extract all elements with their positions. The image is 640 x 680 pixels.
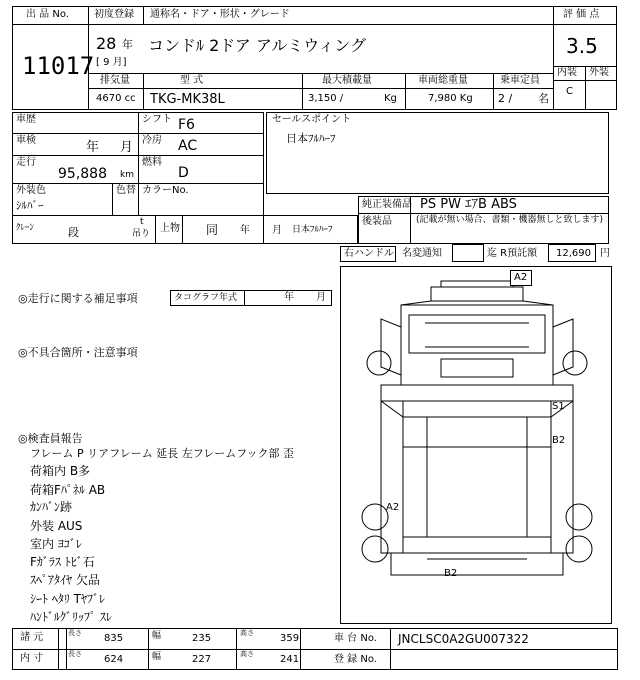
inner-width: 227 bbox=[192, 654, 212, 665]
lot-number: 11017 bbox=[22, 52, 95, 80]
note-line: ｶﾝﾊﾞﾝ跡 bbox=[30, 500, 73, 514]
note-line: 荷箱Fﾊﾟﾈﾙ AB bbox=[30, 483, 106, 497]
lot-label: 出 品 No. bbox=[26, 9, 69, 20]
inner-length: 624 bbox=[104, 654, 124, 665]
name-change-box bbox=[452, 244, 484, 262]
length-label: 長さ bbox=[68, 650, 82, 658]
interior-label: 内装 bbox=[557, 67, 577, 78]
spec-height: 359 bbox=[280, 633, 300, 644]
steering-value: 右ハンドル bbox=[344, 248, 394, 259]
first-reg-label: 初度登録 bbox=[94, 9, 134, 20]
shift-label: シフト bbox=[142, 114, 172, 125]
recycle-label: 迄 R預託額 bbox=[487, 248, 538, 259]
note-line: Fｶﾞﾗｽ ﾄﾋﾞ石 bbox=[30, 555, 95, 569]
body-year: 年 bbox=[240, 225, 250, 236]
spec-label: 諸 元 bbox=[20, 632, 44, 643]
reg-year: 28 bbox=[96, 34, 117, 53]
note-line: ｼｰﾄ ﾍﾀﾘ Tﾔﾌﾞﾚ bbox=[30, 592, 105, 606]
note-line: フレーム P リアフレーム 延長 左フレームフック部 歪 bbox=[30, 447, 295, 460]
damage-mark: B2 bbox=[552, 435, 566, 446]
running-notes-label: ◎走行に関する補足事項 bbox=[18, 292, 138, 305]
tacho-month: 月 bbox=[316, 292, 326, 303]
max-load-label: 最大積載量 bbox=[322, 75, 372, 86]
crane-tsuri: 吊り bbox=[132, 229, 151, 239]
spec-length: 835 bbox=[104, 633, 124, 644]
note-line: ｽﾍﾟｱﾀｲﾔ 欠品 bbox=[30, 573, 100, 587]
reg-month: [ 9 月] bbox=[96, 57, 127, 68]
recycle-unit: 円 bbox=[600, 248, 610, 259]
damage-diagram bbox=[340, 266, 612, 624]
aftermarket-note: (記載が無い場合、書類・機器無しと致します) bbox=[416, 215, 604, 225]
width-label: 幅 bbox=[152, 631, 162, 641]
note-line: 室内 ﾖｺﾞﾚ bbox=[30, 537, 82, 551]
grade-label: 評 価 点 bbox=[563, 9, 600, 20]
tacho-label: タコグラフ年式 bbox=[174, 293, 238, 303]
damage-mark: A2 bbox=[514, 272, 528, 283]
crane-t: t bbox=[140, 217, 144, 227]
fuel-label: 燃料 bbox=[142, 157, 162, 168]
ac-value: AC bbox=[178, 138, 198, 154]
height-label: 高さ bbox=[240, 629, 254, 637]
damage-mark: S1 bbox=[552, 401, 565, 412]
ac-label: 冷房 bbox=[142, 135, 162, 146]
note-line: 荷箱内 B多 bbox=[30, 464, 91, 478]
damage-mark: B2 bbox=[444, 568, 458, 579]
history-label: 車歴 bbox=[16, 114, 36, 125]
chassis-number: JNCLSC0A2GU007322 bbox=[398, 632, 529, 646]
inspection-month: 月 bbox=[120, 140, 134, 155]
body-maker: 日本ﾌﾙﾊｰﾌ bbox=[292, 225, 333, 235]
height-label: 高さ bbox=[240, 650, 254, 658]
shift-value: F6 bbox=[178, 117, 195, 133]
color-code-label: カラーNo. bbox=[142, 185, 189, 196]
mileage-label: 走行 bbox=[16, 157, 36, 168]
model-label: 型 式 bbox=[180, 75, 204, 86]
body-label: 上物 bbox=[160, 223, 180, 234]
name-change-label: 名変通知 bbox=[402, 248, 442, 259]
capacity-unit: 名 bbox=[538, 92, 549, 105]
truck-outline bbox=[341, 267, 611, 623]
color-change-label: 色替 bbox=[116, 185, 136, 196]
capacity-value: 2 / bbox=[498, 92, 513, 105]
name-label: 通称名・ドア・形状・グレード bbox=[150, 9, 290, 20]
recycle-fee: 12,690 bbox=[556, 248, 591, 259]
aftermarket-label: 後装品 bbox=[362, 216, 392, 227]
width-label: 幅 bbox=[152, 652, 162, 662]
length-label: 長さ bbox=[68, 629, 82, 637]
reg-year-unit: 年 bbox=[122, 38, 133, 51]
sales-point-label: セールスポイント bbox=[272, 114, 352, 125]
max-load-unit: Kg bbox=[384, 93, 397, 104]
damage-mark: A2 bbox=[386, 502, 400, 513]
interior-grade: C bbox=[566, 86, 573, 97]
fuel-value: D bbox=[178, 165, 189, 181]
grade-value: 3.5 bbox=[566, 34, 598, 58]
inner-height: 241 bbox=[280, 654, 300, 665]
registration-label: 登 録 No. bbox=[334, 654, 377, 665]
spec-width: 235 bbox=[192, 633, 212, 644]
inner-label: 内 寸 bbox=[20, 653, 44, 664]
capacity-label: 乗車定員 bbox=[500, 75, 540, 86]
crane-dan: 段 bbox=[68, 226, 79, 239]
max-load-value: 3,150 / bbox=[308, 93, 344, 104]
inspector-label: ◎検査員報告 bbox=[18, 432, 83, 445]
total-weight-label: 車両総重量 bbox=[418, 75, 468, 86]
displacement-value: 4670 cc bbox=[96, 93, 136, 104]
displacement-label: 排気量 bbox=[100, 75, 130, 86]
equipment-value: PS PW ｴｱB ABS bbox=[420, 197, 517, 212]
note-line: ﾊﾝﾄﾞﾙｸﾞﾘｯﾌﾟ ｽﾚ bbox=[30, 610, 112, 624]
car-name: コンドﾙ 2ドア アルミウィング bbox=[148, 36, 366, 55]
equipment-label: 純正装備品 bbox=[362, 199, 412, 210]
tacho-year: 年 bbox=[284, 292, 294, 303]
body-same: 同 bbox=[206, 223, 219, 237]
color-value: ｼﾙﾊﾞｰ bbox=[16, 199, 44, 212]
note-line: 外装 AUS bbox=[30, 519, 83, 533]
mileage-unit: km bbox=[120, 170, 134, 180]
mileage-value: 95,888 bbox=[58, 166, 107, 182]
total-weight-value: 7,980 Kg bbox=[428, 93, 473, 104]
sales-point-value: 日本ﾌﾙﾊｰﾌ bbox=[286, 132, 336, 145]
color-label: 外装色 bbox=[16, 185, 46, 196]
exterior-label: 外装 bbox=[589, 67, 609, 78]
model-value: TKG-MK38L bbox=[150, 92, 225, 107]
body-month: 月 bbox=[272, 225, 282, 236]
inspection-year: 年 bbox=[86, 140, 100, 155]
chassis-label: 車 台 No. bbox=[334, 633, 377, 644]
defects-label: ◎不具合箇所・注意事項 bbox=[18, 346, 138, 359]
crane-label: ｸﾚｰﾝ bbox=[16, 223, 35, 233]
inspection-label: 車検 bbox=[16, 135, 36, 146]
